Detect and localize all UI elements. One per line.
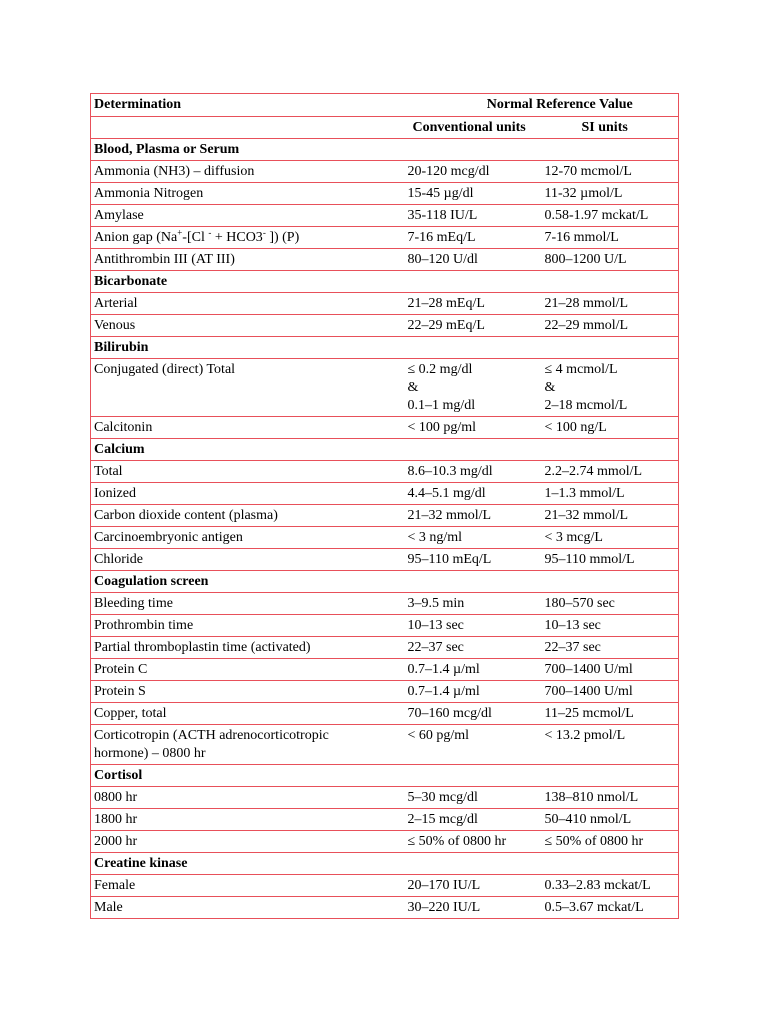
table-row: [91, 787, 679, 809]
table-row: [91, 249, 679, 271]
label-line: Corticotropin (ACTH adrenocorticotropic: [94, 728, 329, 743]
si-value: 22–37 sec: [542, 637, 679, 659]
value-line: ≤ 0.2 mg/dl: [407, 362, 473, 377]
anion-part: -[Cl: [182, 230, 209, 245]
section-label: Bilirubin: [91, 337, 679, 359]
section-label: Bicarbonate: [91, 271, 679, 293]
test-name: 1800 hr: [91, 809, 405, 831]
conventional-value: [405, 359, 542, 417]
si-value: 180–570 sec: [542, 593, 679, 615]
section-row: [91, 765, 679, 787]
conventional-value: 5–30 mcg/dl: [405, 787, 542, 809]
si-value: 21–32 mmol/L: [542, 505, 679, 527]
section-row: [91, 439, 679, 461]
si-value: 12-70 mcmol/L: [542, 161, 679, 183]
conventional-value: 10–13 sec: [405, 615, 542, 637]
si-value: 21–28 mmol/L: [542, 293, 679, 315]
subheader-row: [91, 117, 679, 139]
section-label: Calcium: [91, 439, 679, 461]
si-value: 0.58-1.97 mckat/L: [542, 205, 679, 227]
si-value: 11-32 µmol/L: [542, 183, 679, 205]
test-name: 0800 hr: [91, 787, 405, 809]
test-name: Total: [91, 461, 405, 483]
table-row: [91, 227, 679, 249]
anion-sup: -: [208, 227, 212, 238]
si-value: 7-16 mmol/L: [542, 227, 679, 249]
conventional-value: 21–32 mmol/L: [405, 505, 542, 527]
table-row: [91, 681, 679, 703]
test-name: Ammonia Nitrogen: [91, 183, 405, 205]
test-name: Male: [91, 897, 405, 919]
test-name: Ionized: [91, 483, 405, 505]
value-line: ≤ 4 mcmol/L: [544, 362, 618, 377]
table-row: [91, 831, 679, 853]
conventional-value: 22–37 sec: [405, 637, 542, 659]
conventional-value: 4.4–5.1 mg/dl: [405, 483, 542, 505]
test-name: [91, 227, 405, 249]
table-row: [91, 897, 679, 919]
label-line: hormone) – 0800 hr: [94, 746, 206, 761]
conventional-value: 80–120 U/dl: [405, 249, 542, 271]
header-row: [91, 94, 679, 117]
conventional-value: ≤ 50% of 0800 hr: [405, 831, 542, 853]
table-row: [91, 293, 679, 315]
column-header-si: SI units: [542, 117, 679, 139]
test-name: Arterial: [91, 293, 405, 315]
conventional-value: 21–28 mEq/L: [405, 293, 542, 315]
table-row: [91, 359, 679, 417]
si-value: ≤ 50% of 0800 hr: [542, 831, 679, 853]
conventional-value: 15-45 µg/dl: [405, 183, 542, 205]
conventional-value: 0.7–1.4 µ/ml: [405, 659, 542, 681]
column-header-conventional: Conventional units: [405, 117, 542, 139]
value-line: 0.1–1 mg/dl: [407, 398, 476, 413]
table-row: [91, 505, 679, 527]
test-name: Carcinoembryonic antigen: [91, 527, 405, 549]
test-name: Ammonia (NH3) – diffusion: [91, 161, 405, 183]
si-value: < 13.2 pmol/L: [542, 725, 679, 765]
test-name: [91, 725, 405, 765]
table-row: [91, 659, 679, 681]
column-header-normal-reference: Normal Reference Value: [405, 94, 679, 117]
section-row: [91, 139, 679, 161]
si-value: [542, 359, 679, 417]
table-row: [91, 725, 679, 765]
si-value: 22–29 mmol/L: [542, 315, 679, 337]
table-row: [91, 183, 679, 205]
table-row: [91, 637, 679, 659]
conventional-value: 7-16 mEq/L: [405, 227, 542, 249]
conventional-value: 22–29 mEq/L: [405, 315, 542, 337]
conventional-value: 8.6–10.3 mg/dl: [405, 461, 542, 483]
si-value: 700–1400 U/ml: [542, 659, 679, 681]
conventional-value: 70–160 mcg/dl: [405, 703, 542, 725]
value-line: &: [407, 380, 419, 395]
si-value: 95–110 mmol/L: [542, 549, 679, 571]
test-name: Female: [91, 875, 405, 897]
test-name: Chloride: [91, 549, 405, 571]
table-row: [91, 593, 679, 615]
section-row: [91, 337, 679, 359]
si-value: < 3 mcg/L: [542, 527, 679, 549]
conventional-value: 0.7–1.4 µ/ml: [405, 681, 542, 703]
section-row: [91, 853, 679, 875]
test-name: Prothrombin time: [91, 615, 405, 637]
si-value: 2.2–2.74 mmol/L: [542, 461, 679, 483]
si-value: < 100 ng/L: [542, 417, 679, 439]
section-label: Coagulation screen: [91, 571, 679, 593]
conventional-value: 20–170 IU/L: [405, 875, 542, 897]
anion-part: Anion gap (Na: [94, 230, 178, 245]
empty-cell: [91, 117, 405, 139]
test-name: Carbon dioxide content (plasma): [91, 505, 405, 527]
table-row: [91, 703, 679, 725]
section-label: Creatine kinase: [91, 853, 679, 875]
table-row: [91, 417, 679, 439]
table-row: [91, 205, 679, 227]
conventional-value: 3–9.5 min: [405, 593, 542, 615]
anion-part: + HCO3: [211, 230, 263, 245]
value-line: 2–18 mcmol/L: [544, 398, 628, 413]
test-name: Copper, total: [91, 703, 405, 725]
anion-sup: -: [262, 227, 266, 238]
test-name: Antithrombin III (AT III): [91, 249, 405, 271]
section-row: [91, 571, 679, 593]
reference-values-table: [90, 93, 679, 919]
si-value: 1–1.3 mmol/L: [542, 483, 679, 505]
section-row: [91, 271, 679, 293]
table-row: [91, 549, 679, 571]
conventional-value: 30–220 IU/L: [405, 897, 542, 919]
table-row: [91, 483, 679, 505]
si-value: 11–25 mcmol/L: [542, 703, 679, 725]
test-name: Calcitonin: [91, 417, 405, 439]
table-row: [91, 875, 679, 897]
si-value: 10–13 sec: [542, 615, 679, 637]
column-header-determination: Determination: [91, 94, 405, 117]
conventional-value: 95–110 mEq/L: [405, 549, 542, 571]
section-label: Blood, Plasma or Serum: [91, 139, 679, 161]
si-value: 50–410 nmol/L: [542, 809, 679, 831]
conventional-value: 20-120 mcg/dl: [405, 161, 542, 183]
conventional-value: < 3 ng/ml: [405, 527, 542, 549]
table-row: [91, 315, 679, 337]
test-name: Protein S: [91, 681, 405, 703]
test-name: Partial thromboplastin time (activated): [91, 637, 405, 659]
anion-part: ]) (P): [265, 230, 300, 245]
si-value: 0.33–2.83 mckat/L: [542, 875, 679, 897]
table-row: [91, 527, 679, 549]
test-name: Amylase: [91, 205, 405, 227]
table-row: [91, 161, 679, 183]
table-row: [91, 615, 679, 637]
table-row: [91, 461, 679, 483]
test-name: Conjugated (direct) Total: [91, 359, 405, 417]
section-label: Cortisol: [91, 765, 679, 787]
conventional-value: < 60 pg/ml: [405, 725, 542, 765]
si-value: 700–1400 U/ml: [542, 681, 679, 703]
si-value: 0.5–3.67 mckat/L: [542, 897, 679, 919]
conventional-value: < 100 pg/ml: [405, 417, 542, 439]
table-row: [91, 809, 679, 831]
si-value: 800–1200 U/L: [542, 249, 679, 271]
test-name: Protein C: [91, 659, 405, 681]
conventional-value: 35-118 IU/L: [405, 205, 542, 227]
anion-sup: +: [177, 227, 183, 238]
si-value: 138–810 nmol/L: [542, 787, 679, 809]
test-name: 2000 hr: [91, 831, 405, 853]
test-name: Venous: [91, 315, 405, 337]
test-name: Bleeding time: [91, 593, 405, 615]
value-line: &: [544, 380, 556, 395]
conventional-value: 2–15 mcg/dl: [405, 809, 542, 831]
